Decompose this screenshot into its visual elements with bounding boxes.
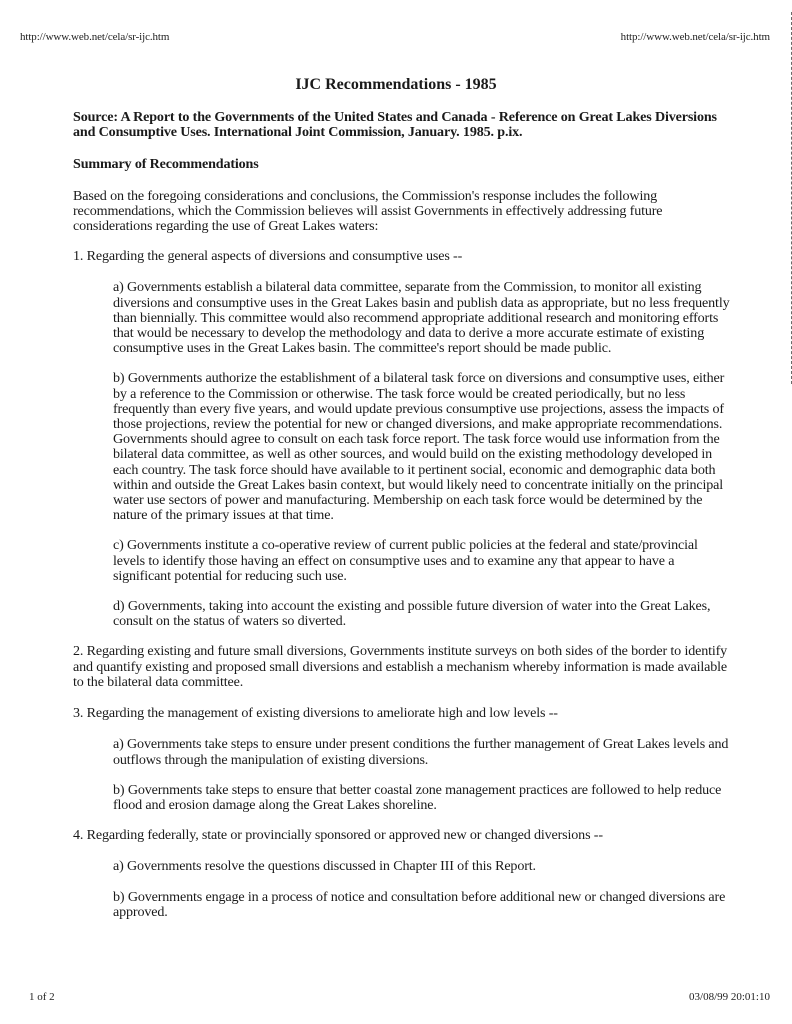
recommendation-3: 3. Regarding the management of existing diversions to ameliorate high and low levels -- bbox=[73, 705, 558, 722]
recommendation-1c: c) Governments institute a co-operative review of current public policies at the federal and state/provincial levels to identify those having an effect on consumptive uses and to examine any that appear to have a significant potential for reducing such use. bbox=[113, 537, 698, 584]
recommendation-2: 2. Regarding existing and future small diversions, Governments institute surveys on both sides of the border to identify and quantify existing and proposed small diversions and establish a mechanism whereby information is made available to the bilateral data committee. bbox=[73, 643, 728, 690]
summary-heading: Summary of Recommendations bbox=[73, 156, 259, 173]
print-timestamp: 03/08/99 20:01:10 bbox=[689, 991, 770, 1003]
header-url-right: http://www.web.net/cela/sr-ijc.htm bbox=[620, 31, 770, 43]
recommendation-1b: b) Governments authorize the establishment of a bilateral task force on diversions and consumptive uses, either by a reference to the Commission or otherwise. The task force would be created periodically, but no less frequently than every five years, and would update previous consumptive use projections, assess the impacts of those projections, review the potential for new or changed diversions, and make appropriate recommendations. Governments should agree to consult on each task force report. The task force would use information from the bilateral data committee, as well as other sources, and would build on the existing methodology developed in each country. The task force should have available to it pertinent social, economic and demographic data both within and outside the Great Lakes basin context, but would likely need to concentrate initially on the principal water use sectors of power and manufacturing. Membership on each task force would be determined by the nature of the primary issues at that time. bbox=[113, 370, 725, 524]
recommendation-1: 1. Regarding the general aspects of diversions and consumptive uses -- bbox=[73, 248, 463, 265]
intro-paragraph: Based on the foregoing considerations and conclusions, the Commission's response includes the following recommendations, which the Commission believes will assist Governments in effectively addressing future considerations regarding the use of Great Lakes waters: bbox=[73, 187, 663, 235]
header-url-left: http://www.web.net/cela/sr-ijc.htm bbox=[20, 31, 170, 43]
page-number: 1 of 2 bbox=[29, 991, 55, 1003]
source-citation: Source: A Report to the Governments of the United States and Canada - Reference on Great Lakes Diversions and Consumptive Uses. International Joint Commission, January. 1985. p.ix. bbox=[73, 109, 717, 141]
recommendation-4b: b) Governments engage in a process of notice and consultation before additional new or changed diversions are approved. bbox=[113, 888, 726, 920]
document-body bbox=[73, 110, 733, 935]
recommendation-4a: a) Governments resolve the questions discussed in Chapter III of this Report. bbox=[113, 858, 536, 875]
recommendation-1a: a) Governments establish a bilateral data committee, separate from the Commission, to monitor all existing diversions and consumptive uses in the Great Lakes basin and publish data as appropriate, but no less frequently than biennially. This committee would also recommend appropriate additional research and monitoring efforts that would be necessary to develop the methodology and data to derive a more accurate estimate of existing consumptive uses in the Great Lakes basin. The committee's report should be made public. bbox=[113, 279, 730, 357]
recommendation-3b: b) Governments take steps to ensure that better coastal zone management practices are followed to help reduce flood and erosion damage along the Great Lakes shoreline. bbox=[113, 781, 722, 813]
recommendation-1d: d) Governments, taking into account the existing and possible future diversion of water into the Great Lakes, consult on the status of waters so diverted. bbox=[113, 598, 711, 630]
recommendation-3a: a) Governments take steps to ensure under present conditions the further management of Great Lakes levels and outflows through the manipulation of existing diversions. bbox=[113, 736, 729, 768]
document-title: IJC Recommendations - 1985 bbox=[295, 76, 497, 93]
recommendation-4: 4. Regarding federally, state or provincially sponsored or approved new or changed diversions -- bbox=[73, 827, 603, 844]
